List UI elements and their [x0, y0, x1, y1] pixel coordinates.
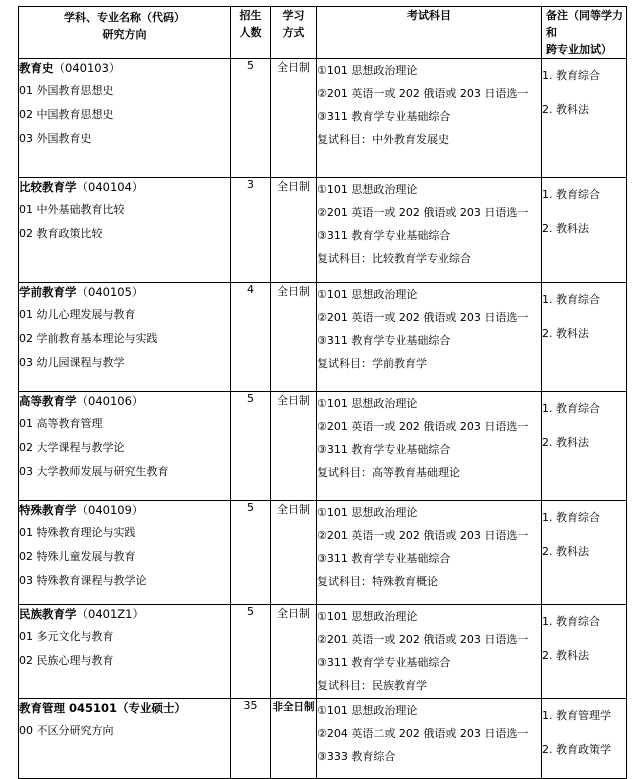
exam-subject: 复试科目：特殊教育概论 [317, 575, 438, 588]
header-enroll-line2: 人数 [239, 26, 262, 39]
exam-subject: ②201 英语一或 202 俄语或 203 日语选一 [317, 633, 529, 646]
note-item: 1. 教育综合 [542, 402, 600, 415]
research-direction: 02 中国教育思想史 [19, 108, 114, 121]
major-code: （040106） [76, 394, 144, 408]
major-name: 教育史 [19, 61, 54, 75]
exam-subject: ①101 思想政治理论 [317, 506, 418, 519]
note-item: 2. 教科法 [542, 103, 589, 116]
exam-subject: 复试科目：民族教育学 [317, 679, 427, 692]
exam-subject: 复试科目：学前教育学 [317, 357, 427, 370]
note-item: 2. 教科法 [542, 649, 589, 662]
research-direction: 00 不区分研究方向 [19, 724, 114, 737]
major-code: （0401Z1） [76, 607, 144, 621]
exam-subject: ②201 英语一或 202 俄语或 203 日语选一 [317, 420, 529, 433]
exam-subjects [317, 605, 542, 699]
research-direction: 02 学前教育基本理论与实践 [19, 332, 158, 345]
research-direction: 01 外国教育思想史 [19, 84, 114, 97]
research-direction: 02 大学课程与教学论 [19, 441, 125, 454]
header-mode [271, 7, 317, 59]
exam-subject: ③311 教育学专业基础综合 [317, 110, 451, 123]
enroll-count: 5 [231, 605, 271, 699]
study-mode: 全日制 [271, 605, 317, 699]
exam-subjects [317, 283, 542, 392]
major-name: 学前教育学 [19, 285, 77, 299]
header-row [19, 7, 627, 59]
note-cell [542, 178, 627, 283]
study-mode: 全日制 [271, 59, 317, 178]
exam-subject: ③311 教育学专业基础综合 [317, 229, 451, 242]
enrollment-table [18, 6, 627, 779]
table-row [19, 501, 627, 605]
exam-subjects [317, 501, 542, 605]
major-name: 高等教育学 [19, 394, 77, 408]
major-cell [19, 501, 231, 605]
note-cell [542, 699, 627, 779]
note-item: 1. 教育综合 [542, 293, 600, 306]
major-cell [19, 59, 231, 178]
enroll-count: 5 [231, 392, 271, 501]
major-title [19, 605, 230, 625]
exam-subject: ②201 英语一或 202 俄语或 203 日语选一 [317, 311, 529, 324]
table-row [19, 283, 627, 392]
note-cell [542, 59, 627, 178]
exam-subject: ③311 教育学专业基础综合 [317, 443, 451, 456]
header-major-line2: 研究方向 [102, 28, 147, 41]
note-item: 2. 教科法 [542, 436, 589, 449]
table-row [19, 699, 627, 779]
enroll-count: 5 [231, 59, 271, 178]
table-body [19, 59, 627, 779]
enroll-count: 5 [231, 501, 271, 605]
enroll-count: 4 [231, 283, 271, 392]
exam-subject: ①101 思想政治理论 [317, 64, 418, 77]
major-title [19, 699, 230, 719]
note-item: 2. 教科法 [542, 222, 589, 235]
exam-subject: ②201 英语一或 202 俄语或 203 日语选一 [317, 87, 529, 100]
study-mode: 全日制 [271, 501, 317, 605]
header-note-line2: 跨专业加试） [546, 43, 612, 56]
research-direction: 03 特殊教育课程与教学论 [19, 574, 147, 587]
enroll-count: 35 [231, 699, 271, 779]
note-item: 2. 教科法 [542, 545, 589, 558]
major-title [19, 283, 230, 303]
research-direction: 03 幼儿园课程与教学 [19, 356, 125, 369]
major-title [19, 501, 230, 521]
header-mode-line1: 学习 [282, 9, 305, 22]
research-direction: 02 特殊儿童发展与教育 [19, 550, 136, 563]
note-item: 2. 教科法 [542, 327, 589, 340]
header-enroll [231, 7, 271, 59]
major-title [19, 178, 230, 198]
enroll-count: 3 [231, 178, 271, 283]
exam-subject: ①101 思想政治理论 [317, 183, 418, 196]
exam-subject: ①101 思想政治理论 [317, 288, 418, 301]
major-cell [19, 178, 231, 283]
header-major-line1: 学科、专业名称（代码） [64, 11, 185, 24]
research-direction: 03 外国教育史 [19, 132, 92, 145]
research-direction: 02 民族心理与教育 [19, 654, 114, 667]
study-mode: 全日制 [271, 392, 317, 501]
major-name: 教育管理 045101（专业硕士） [19, 701, 187, 715]
exam-subject: 复试科目：高等教育基础理论 [317, 466, 460, 479]
exam-subject: 复试科目：比较教育学专业综合 [317, 252, 471, 265]
exam-subject: ②201 英语一或 202 俄语或 203 日语选一 [317, 206, 529, 219]
research-direction: 01 多元文化与教育 [19, 630, 114, 643]
note-cell [542, 605, 627, 699]
study-mode: 非全日制 [271, 699, 317, 779]
exam-subject: ①101 思想政治理论 [317, 704, 418, 717]
note-cell [542, 392, 627, 501]
exam-subject: ①101 思想政治理论 [317, 610, 418, 623]
note-item: 1. 教育管理学 [542, 709, 611, 722]
research-direction: 02 教育政策比较 [19, 227, 103, 240]
exam-subjects [317, 699, 542, 779]
major-name: 特殊教育学 [19, 503, 77, 517]
note-item: 1. 教育综合 [542, 511, 600, 524]
research-direction: 01 幼儿心理发展与教育 [19, 308, 136, 321]
major-cell [19, 605, 231, 699]
research-direction: 01 高等教育管理 [19, 417, 103, 430]
note-item: 1. 教育综合 [542, 615, 600, 628]
header-major [19, 7, 231, 59]
note-item: 1. 教育综合 [542, 69, 600, 82]
major-cell [19, 699, 231, 779]
exam-subject: 复试科目：中外教育发展史 [317, 133, 449, 146]
note-item: 2. 教育政策学 [542, 743, 611, 756]
research-direction: 01 特殊教育理论与实践 [19, 526, 136, 539]
note-cell [542, 283, 627, 392]
study-mode: 全日制 [271, 178, 317, 283]
major-name: 比较教育学 [19, 180, 77, 194]
major-code: （040103） [53, 61, 121, 75]
major-code: （040104） [76, 180, 144, 194]
note-cell [542, 501, 627, 605]
header-note [542, 7, 627, 59]
research-direction: 01 中外基础教育比较 [19, 203, 125, 216]
header-note-line1: 备注（同等学力和 [546, 9, 623, 39]
major-title [19, 59, 230, 79]
exam-subject: ③311 教育学专业基础综合 [317, 552, 451, 565]
exam-subject: ③311 教育学专业基础综合 [317, 334, 451, 347]
header-subjects: 考试科目 [317, 7, 542, 59]
major-cell [19, 392, 231, 501]
note-item: 1. 教育综合 [542, 188, 600, 201]
table-row [19, 59, 627, 178]
table-row [19, 178, 627, 283]
major-title [19, 392, 230, 412]
major-cell [19, 283, 231, 392]
exam-subjects [317, 392, 542, 501]
major-name: 民族教育学 [19, 607, 77, 621]
major-code: （040105） [76, 285, 144, 299]
exam-subjects [317, 178, 542, 283]
header-enroll-line1: 招生 [239, 9, 262, 22]
exam-subject: ③333 教育综合 [317, 750, 396, 763]
exam-subjects [317, 59, 542, 178]
header-mode-line2: 方式 [282, 26, 305, 39]
exam-subject: ②204 英语二或 202 俄语或 203 日语选一 [317, 727, 529, 740]
table-row [19, 392, 627, 501]
major-code: （040109） [76, 503, 144, 517]
exam-subject: ①101 思想政治理论 [317, 397, 418, 410]
exam-subject: ③311 教育学专业基础综合 [317, 656, 451, 669]
research-direction: 03 大学教师发展与研究生教育 [19, 465, 169, 478]
exam-subject: ②201 英语一或 202 俄语或 203 日语选一 [317, 529, 529, 542]
table-row [19, 605, 627, 699]
study-mode: 全日制 [271, 283, 317, 392]
